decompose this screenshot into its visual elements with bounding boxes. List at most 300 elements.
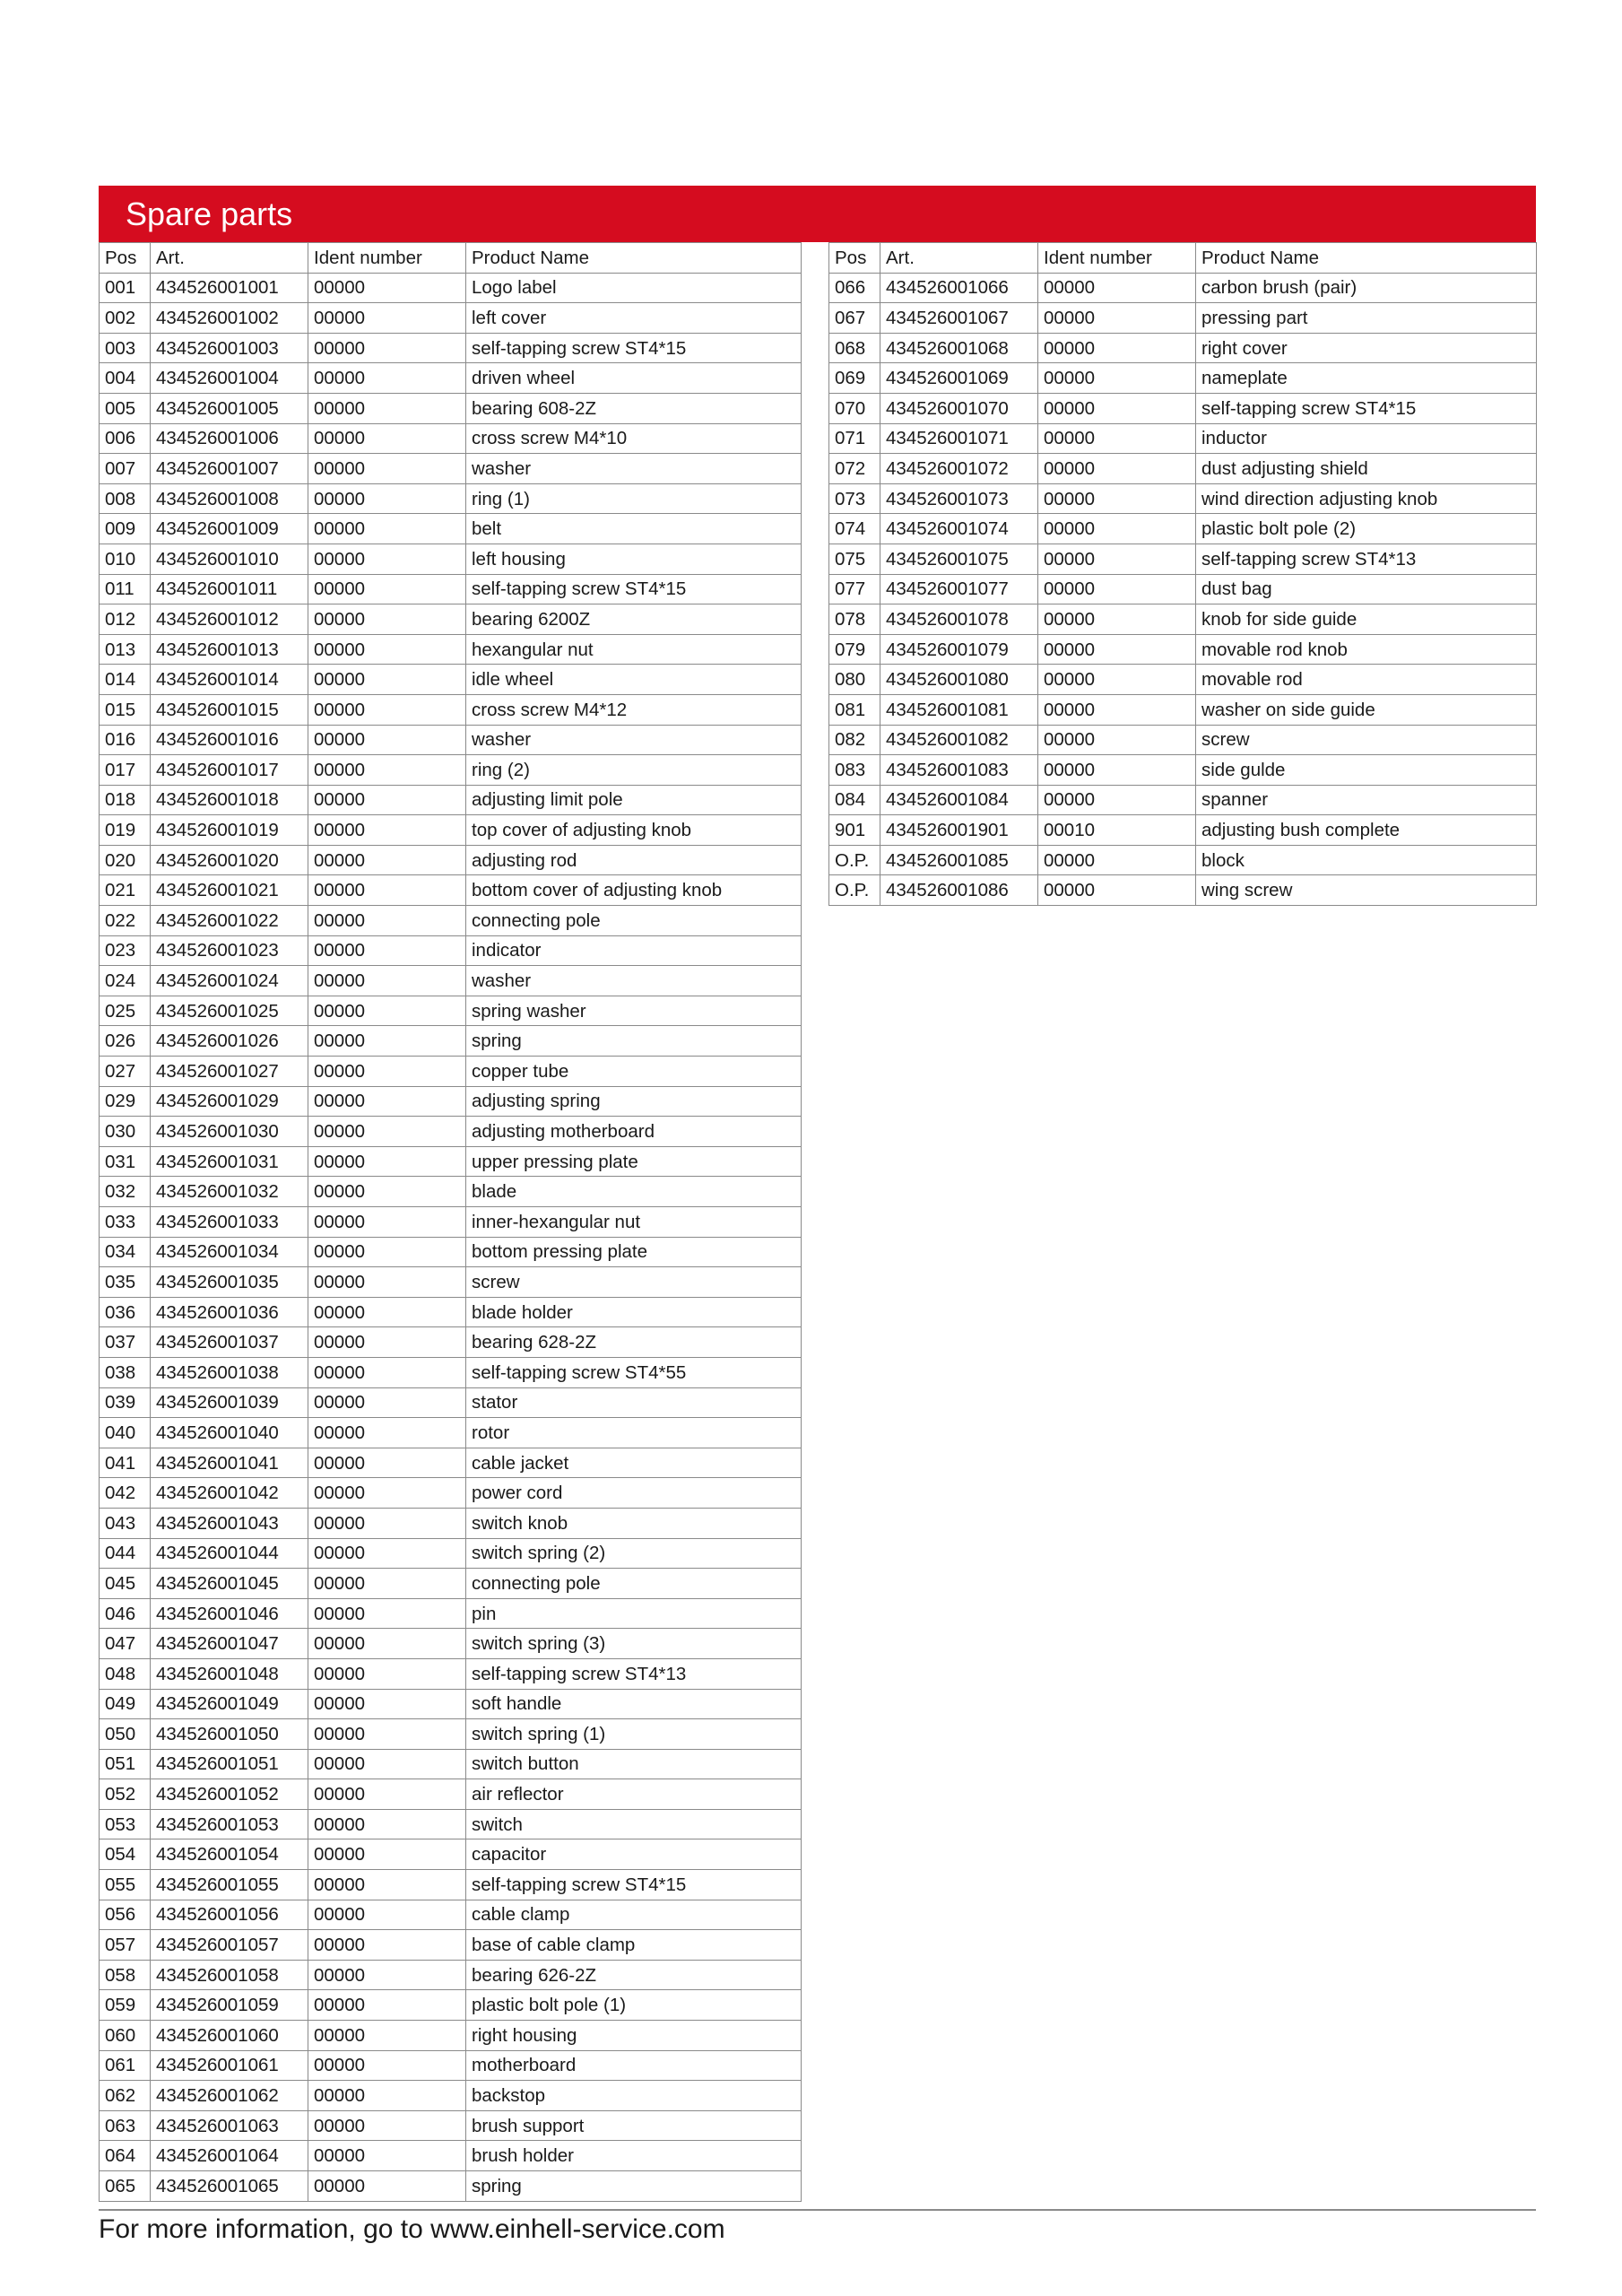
- pos-cell: 041: [100, 1448, 151, 1478]
- table-row: [100, 785, 802, 815]
- product-name-cell: copper tube: [466, 1057, 802, 1087]
- ident-number-cell: 00000: [308, 454, 466, 484]
- pos-cell: 011: [100, 574, 151, 604]
- art-cell: 434526001001: [151, 273, 308, 303]
- pos-cell: 027: [100, 1057, 151, 1087]
- column-header-ident-number: Ident number: [308, 243, 466, 274]
- art-cell: 434526001017: [151, 755, 308, 786]
- table-row: [100, 273, 802, 303]
- product-name-cell: brush holder: [466, 2141, 802, 2171]
- art-cell: 434526001085: [880, 845, 1038, 875]
- pos-cell: 021: [100, 875, 151, 906]
- product-name-cell: pin: [466, 1598, 802, 1629]
- art-cell: 434526001027: [151, 1057, 308, 1087]
- pos-cell: 056: [100, 1900, 151, 1930]
- art-cell: 434526001044: [151, 1538, 308, 1569]
- ident-number-cell: 00000: [308, 1387, 466, 1418]
- pos-cell: 075: [829, 544, 880, 574]
- ident-number-cell: 00000: [308, 1538, 466, 1569]
- table-row: [100, 1508, 802, 1538]
- art-cell: 434526001067: [880, 303, 1038, 334]
- art-cell: 434526001023: [151, 935, 308, 966]
- table-row: [829, 604, 1537, 635]
- product-name-cell: air reflector: [466, 1779, 802, 1810]
- art-cell: 434526001066: [880, 273, 1038, 303]
- product-name-cell: upper pressing plate: [466, 1146, 802, 1177]
- product-name-cell: self-tapping screw ST4*13: [1196, 544, 1537, 574]
- pos-cell: 048: [100, 1658, 151, 1689]
- product-name-cell: switch spring (3): [466, 1629, 802, 1659]
- table-row: [100, 1297, 802, 1327]
- product-name-cell: spring: [466, 1026, 802, 1057]
- product-name-cell: cross screw M4*12: [466, 694, 802, 725]
- product-name-cell: pressing part: [1196, 303, 1537, 334]
- product-name-cell: adjusting rod: [466, 845, 802, 875]
- product-name-cell: plastic bolt pole (1): [466, 1990, 802, 2021]
- product-name-cell: inductor: [1196, 423, 1537, 454]
- pos-cell: 040: [100, 1418, 151, 1448]
- ident-number-cell: 00000: [308, 393, 466, 423]
- art-cell: 434526001061: [151, 2050, 308, 2081]
- table-row: [100, 1900, 802, 1930]
- pos-cell: 006: [100, 423, 151, 454]
- pos-cell: 067: [829, 303, 880, 334]
- pos-cell: 065: [100, 2171, 151, 2202]
- ident-number-cell: 00000: [308, 483, 466, 514]
- product-name-cell: power cord: [466, 1478, 802, 1509]
- product-name-cell: self-tapping screw ST4*15: [1196, 393, 1537, 423]
- pos-cell: 031: [100, 1146, 151, 1177]
- table-row: [100, 1327, 802, 1358]
- art-cell: 434526001083: [880, 755, 1038, 786]
- table-row: [100, 634, 802, 665]
- table-row: [829, 815, 1537, 846]
- art-cell: 434526001025: [151, 996, 308, 1026]
- table-row: [100, 1207, 802, 1238]
- pos-cell: 020: [100, 845, 151, 875]
- pos-cell: O.P.: [829, 875, 880, 906]
- pos-cell: 023: [100, 935, 151, 966]
- table-row: [100, 1117, 802, 1147]
- pos-cell: 016: [100, 725, 151, 755]
- product-name-cell: bearing 608-2Z: [466, 393, 802, 423]
- ident-number-cell: 00000: [308, 1057, 466, 1087]
- table-row: [100, 604, 802, 635]
- pos-cell: 022: [100, 906, 151, 936]
- ident-number-cell: 00000: [308, 815, 466, 846]
- table-row: [100, 1387, 802, 1418]
- pos-cell: O.P.: [829, 845, 880, 875]
- pos-cell: 083: [829, 755, 880, 786]
- art-cell: 434526001039: [151, 1387, 308, 1418]
- table-row: [100, 1057, 802, 1087]
- pos-cell: 084: [829, 785, 880, 815]
- table-row: [100, 1357, 802, 1387]
- art-cell: 434526001004: [151, 363, 308, 394]
- product-name-cell: soft handle: [466, 1689, 802, 1719]
- art-cell: 434526001035: [151, 1267, 308, 1298]
- pos-cell: 019: [100, 815, 151, 846]
- product-name-cell: cable clamp: [466, 1900, 802, 1930]
- product-name-cell: washer: [466, 454, 802, 484]
- pos-cell: 063: [100, 2110, 151, 2141]
- table-row: [100, 845, 802, 875]
- ident-number-cell: 00000: [1038, 785, 1196, 815]
- product-name-cell: connecting pole: [466, 1569, 802, 1599]
- ident-number-cell: 00000: [308, 966, 466, 996]
- ident-number-cell: 00000: [308, 1086, 466, 1117]
- product-name-cell: blade holder: [466, 1297, 802, 1327]
- pos-cell: 038: [100, 1357, 151, 1387]
- table-row: [100, 966, 802, 996]
- table-row: [100, 1237, 802, 1267]
- art-cell: 434526001005: [151, 393, 308, 423]
- table-row: [100, 1538, 802, 1569]
- product-name-cell: motherboard: [466, 2050, 802, 2081]
- art-cell: 434526001021: [151, 875, 308, 906]
- pos-cell: 072: [829, 454, 880, 484]
- ident-number-cell: 00000: [308, 1327, 466, 1358]
- ident-number-cell: 00000: [308, 1207, 466, 1238]
- table-row: [100, 1990, 802, 2021]
- table-row: [100, 1448, 802, 1478]
- table-header-row: [100, 243, 802, 274]
- product-name-cell: cross screw M4*10: [466, 423, 802, 454]
- pos-cell: 066: [829, 273, 880, 303]
- column-header-ident-number: Ident number: [1038, 243, 1196, 274]
- table-header-row: [829, 243, 1537, 274]
- ident-number-cell: 00000: [308, 634, 466, 665]
- art-cell: 434526001009: [151, 514, 308, 544]
- art-cell: 434526001003: [151, 333, 308, 363]
- ident-number-cell: 00000: [308, 935, 466, 966]
- ident-number-cell: 00000: [308, 1448, 466, 1478]
- table-row: [829, 574, 1537, 604]
- art-cell: 434526001059: [151, 1990, 308, 2021]
- table-row: [829, 634, 1537, 665]
- product-name-cell: ring (2): [466, 755, 802, 786]
- product-name-cell: nameplate: [1196, 363, 1537, 394]
- ident-number-cell: 00000: [1038, 574, 1196, 604]
- ident-number-cell: 00000: [308, 514, 466, 544]
- pos-cell: 045: [100, 1569, 151, 1599]
- ident-number-cell: 00000: [308, 303, 466, 334]
- ident-number-cell: 00000: [1038, 755, 1196, 786]
- ident-number-cell: 00000: [308, 1629, 466, 1659]
- ident-number-cell: 00000: [308, 1719, 466, 1750]
- table-row: [100, 1930, 802, 1961]
- product-name-cell: washer on side guide: [1196, 694, 1537, 725]
- table-row: [100, 1960, 802, 1990]
- column-header-product-name: Product Name: [466, 243, 802, 274]
- art-cell: 434526001008: [151, 483, 308, 514]
- ident-number-cell: 00000: [308, 1809, 466, 1839]
- column-header-pos: Pos: [100, 243, 151, 274]
- pos-cell: 077: [829, 574, 880, 604]
- ident-number-cell: 00000: [308, 423, 466, 454]
- column-header-art: Art.: [151, 243, 308, 274]
- art-cell: 434526001084: [880, 785, 1038, 815]
- pos-cell: 009: [100, 514, 151, 544]
- pos-cell: 008: [100, 483, 151, 514]
- ident-number-cell: 00000: [308, 1658, 466, 1689]
- pos-cell: 901: [829, 815, 880, 846]
- pos-cell: 036: [100, 1297, 151, 1327]
- footer-divider: [99, 2209, 1536, 2211]
- product-name-cell: movable rod: [1196, 665, 1537, 695]
- art-cell: 434526001011: [151, 574, 308, 604]
- art-cell: 434526001038: [151, 1357, 308, 1387]
- page-title: Spare parts: [126, 196, 293, 232]
- table-row: [100, 935, 802, 966]
- product-name-cell: indicator: [466, 935, 802, 966]
- pos-cell: 054: [100, 1839, 151, 1870]
- ident-number-cell: 00000: [1038, 303, 1196, 334]
- art-cell: 434526001046: [151, 1598, 308, 1629]
- art-cell: 434526001073: [880, 483, 1038, 514]
- product-name-cell: plastic bolt pole (2): [1196, 514, 1537, 544]
- product-name-cell: adjusting spring: [466, 1086, 802, 1117]
- ident-number-cell: 00000: [308, 2021, 466, 2051]
- ident-number-cell: 00000: [308, 1117, 466, 1147]
- product-name-cell: backstop: [466, 2081, 802, 2111]
- pos-cell: 046: [100, 1598, 151, 1629]
- pos-cell: 035: [100, 1267, 151, 1298]
- ident-number-cell: 00000: [308, 1749, 466, 1779]
- art-cell: 434526001051: [151, 1749, 308, 1779]
- pos-cell: 025: [100, 996, 151, 1026]
- product-name-cell: Logo label: [466, 273, 802, 303]
- product-name-cell: switch spring (1): [466, 1719, 802, 1750]
- ident-number-cell: 00000: [308, 1478, 466, 1509]
- table-row: [100, 665, 802, 695]
- art-cell: 434526001026: [151, 1026, 308, 1057]
- art-cell: 434526001080: [880, 665, 1038, 695]
- product-name-cell: right housing: [466, 2021, 802, 2051]
- product-name-cell: spanner: [1196, 785, 1537, 815]
- product-name-cell: screw: [1196, 725, 1537, 755]
- pos-cell: 050: [100, 1719, 151, 1750]
- product-name-cell: block: [1196, 845, 1537, 875]
- table-row: [100, 875, 802, 906]
- product-name-cell: switch button: [466, 1749, 802, 1779]
- table-row: [100, 1719, 802, 1750]
- ident-number-cell: 00000: [308, 906, 466, 936]
- art-cell: 434526001057: [151, 1930, 308, 1961]
- art-cell: 434526001072: [880, 454, 1038, 484]
- art-cell: 434526001045: [151, 1569, 308, 1599]
- ident-number-cell: 00000: [1038, 694, 1196, 725]
- product-name-cell: washer: [466, 725, 802, 755]
- column-header-product-name: Product Name: [1196, 243, 1537, 274]
- table-row: [100, 303, 802, 334]
- ident-number-cell: 00000: [1038, 514, 1196, 544]
- ident-number-cell: 00000: [1038, 483, 1196, 514]
- art-cell: 434526001042: [151, 1478, 308, 1509]
- pos-cell: 001: [100, 273, 151, 303]
- art-cell: 434526001012: [151, 604, 308, 635]
- art-cell: 434526001054: [151, 1839, 308, 1870]
- ident-number-cell: 00000: [1038, 665, 1196, 695]
- table-row: [100, 1146, 802, 1177]
- table-row: [829, 755, 1537, 786]
- table-row: [100, 725, 802, 755]
- product-name-cell: base of cable clamp: [466, 1930, 802, 1961]
- ident-number-cell: 00000: [1038, 725, 1196, 755]
- product-name-cell: bearing 626-2Z: [466, 1960, 802, 1990]
- art-cell: 434526001074: [880, 514, 1038, 544]
- art-cell: 434526001013: [151, 634, 308, 665]
- table-row: [829, 785, 1537, 815]
- art-cell: 434526001053: [151, 1809, 308, 1839]
- product-name-cell: inner-hexangular nut: [466, 1207, 802, 1238]
- product-name-cell: spring washer: [466, 996, 802, 1026]
- pos-cell: 032: [100, 1177, 151, 1207]
- pos-cell: 058: [100, 1960, 151, 1990]
- ident-number-cell: 00000: [1038, 604, 1196, 635]
- art-cell: 434526001040: [151, 1418, 308, 1448]
- art-cell: 434526001034: [151, 1237, 308, 1267]
- table-row: [100, 1267, 802, 1298]
- art-cell: 434526001022: [151, 906, 308, 936]
- table-row: [829, 363, 1537, 394]
- ident-number-cell: 00000: [308, 2050, 466, 2081]
- spare-parts-table-left: [99, 242, 802, 2202]
- table-row: [100, 755, 802, 786]
- ident-number-cell: 00000: [308, 1839, 466, 1870]
- ident-number-cell: 00000: [1038, 423, 1196, 454]
- ident-number-cell: 00000: [308, 1779, 466, 1810]
- table-row: [100, 1749, 802, 1779]
- pos-cell: 034: [100, 1237, 151, 1267]
- product-name-cell: rotor: [466, 1418, 802, 1448]
- ident-number-cell: 00010: [1038, 815, 1196, 846]
- ident-number-cell: 00000: [308, 665, 466, 695]
- product-name-cell: self-tapping screw ST4*15: [466, 1870, 802, 1900]
- product-name-cell: left housing: [466, 544, 802, 574]
- table-row: [829, 423, 1537, 454]
- spare-parts-header-bar: [99, 186, 1536, 242]
- art-cell: 434526001058: [151, 1960, 308, 1990]
- pos-cell: 044: [100, 1538, 151, 1569]
- product-name-cell: driven wheel: [466, 363, 802, 394]
- table-row: [100, 333, 802, 363]
- product-name-cell: idle wheel: [466, 665, 802, 695]
- ident-number-cell: 00000: [308, 694, 466, 725]
- product-name-cell: adjusting motherboard: [466, 1117, 802, 1147]
- art-cell: 434526001062: [151, 2081, 308, 2111]
- table-row: [100, 1026, 802, 1057]
- table-row: [829, 544, 1537, 574]
- table-row: [100, 544, 802, 574]
- pos-cell: 078: [829, 604, 880, 635]
- table-row: [829, 273, 1537, 303]
- table-row: [100, 996, 802, 1026]
- pos-cell: 005: [100, 393, 151, 423]
- ident-number-cell: 00000: [1038, 875, 1196, 906]
- art-cell: 434526001029: [151, 1086, 308, 1117]
- ident-number-cell: 00000: [308, 1418, 466, 1448]
- art-cell: 434526001071: [880, 423, 1038, 454]
- art-cell: 434526001014: [151, 665, 308, 695]
- art-cell: 434526001082: [880, 725, 1038, 755]
- art-cell: 434526001065: [151, 2171, 308, 2202]
- pos-cell: 010: [100, 544, 151, 574]
- art-cell: 434526001015: [151, 694, 308, 725]
- pos-cell: 047: [100, 1629, 151, 1659]
- ident-number-cell: 00000: [308, 1689, 466, 1719]
- art-cell: 434526001063: [151, 2110, 308, 2141]
- ident-number-cell: 00000: [308, 544, 466, 574]
- art-cell: 434526001019: [151, 815, 308, 846]
- pos-cell: 057: [100, 1930, 151, 1961]
- table-row: [100, 1478, 802, 1509]
- table-row: [100, 1569, 802, 1599]
- ident-number-cell: 00000: [308, 875, 466, 906]
- art-cell: 434526001036: [151, 1297, 308, 1327]
- product-name-cell: blade: [466, 1177, 802, 1207]
- art-cell: 434526001049: [151, 1689, 308, 1719]
- product-name-cell: switch: [466, 1809, 802, 1839]
- pos-cell: 082: [829, 725, 880, 755]
- product-name-cell: self-tapping screw ST4*15: [466, 574, 802, 604]
- art-cell: 434526001068: [880, 333, 1038, 363]
- art-cell: 434526001033: [151, 1207, 308, 1238]
- art-cell: 434526001032: [151, 1177, 308, 1207]
- product-name-cell: carbon brush (pair): [1196, 273, 1537, 303]
- table-row: [100, 1689, 802, 1719]
- ident-number-cell: 00000: [308, 1237, 466, 1267]
- product-name-cell: cable jacket: [466, 1448, 802, 1478]
- table-row: [100, 1658, 802, 1689]
- ident-number-cell: 00000: [1038, 273, 1196, 303]
- ident-number-cell: 00000: [308, 1297, 466, 1327]
- art-cell: 434526001006: [151, 423, 308, 454]
- table-row: [100, 393, 802, 423]
- column-header-pos: Pos: [829, 243, 880, 274]
- ident-number-cell: 00000: [308, 2081, 466, 2111]
- pos-cell: 068: [829, 333, 880, 363]
- product-name-cell: wind direction adjusting knob: [1196, 483, 1537, 514]
- table-row: [100, 1839, 802, 1870]
- pos-cell: 064: [100, 2141, 151, 2171]
- art-cell: 434526001056: [151, 1900, 308, 1930]
- ident-number-cell: 00000: [1038, 634, 1196, 665]
- art-cell: 434526001030: [151, 1117, 308, 1147]
- pos-cell: 052: [100, 1779, 151, 1810]
- ident-number-cell: 00000: [308, 1598, 466, 1629]
- product-name-cell: self-tapping screw ST4*13: [466, 1658, 802, 1689]
- pos-cell: 037: [100, 1327, 151, 1358]
- product-name-cell: top cover of adjusting knob: [466, 815, 802, 846]
- table-row: [100, 815, 802, 846]
- art-cell: 434526001010: [151, 544, 308, 574]
- product-name-cell: switch spring (2): [466, 1538, 802, 1569]
- product-name-cell: spring: [466, 2171, 802, 2202]
- pos-cell: 017: [100, 755, 151, 786]
- product-name-cell: bottom pressing plate: [466, 1237, 802, 1267]
- pos-cell: 004: [100, 363, 151, 394]
- pos-cell: 014: [100, 665, 151, 695]
- ident-number-cell: 00000: [1038, 333, 1196, 363]
- ident-number-cell: 00000: [308, 1900, 466, 1930]
- table-row: [100, 423, 802, 454]
- pos-cell: 081: [829, 694, 880, 725]
- ident-number-cell: 00000: [308, 1930, 466, 1961]
- pos-cell: 003: [100, 333, 151, 363]
- product-name-cell: bearing 6200Z: [466, 604, 802, 635]
- art-cell: 434526001047: [151, 1629, 308, 1659]
